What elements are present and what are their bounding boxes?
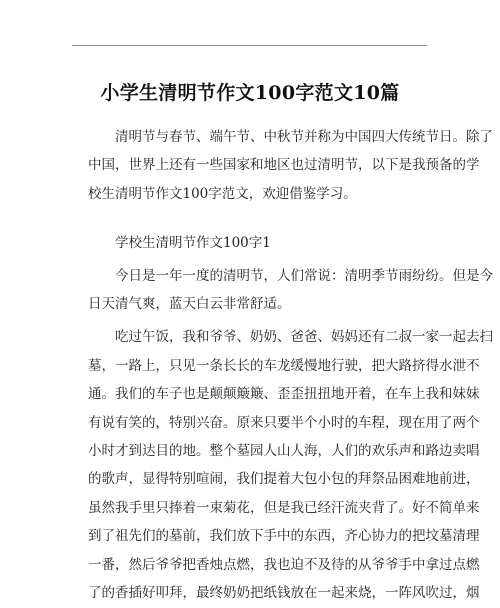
text-line: 中国，世界上还有一些国家和地区也过清明节，以下是我预备的学 <box>88 157 480 174</box>
text-line: 一番，然后爷爷把香烛点燃，我也迫不及待的从爷爷手中拿过点燃 <box>88 556 480 573</box>
text-line: 校生清明节作文100字范文，欢迎借鉴学习。 <box>88 185 357 202</box>
page-title: 小学生清明节作文100字范文10篇 <box>100 82 400 104</box>
article-body <box>88 123 493 608</box>
body-paragraph-1 <box>88 262 493 319</box>
text-line: 虽然我手里只捧着一束菊花，但是我已经汗流夹背了。好不简单来 <box>88 499 480 516</box>
text-line: 有说有笑的，特别兴奋。原来只要半个小时的车程，现在用了两个 <box>88 414 480 431</box>
text-line: 今日是一年一度的清明节，人们常说：清明季节雨纷纷。但是今 <box>115 267 493 284</box>
text-line: 小时才到达目的地。整个墓园人山人海，人们的欢乐声和路边卖唱 <box>88 443 480 460</box>
text-line: 清明节与春节、端午节、中秋节并称为中国四大传统节日。除了 <box>115 129 493 145</box>
text-line: 的歌声，显得特别喧闹，我们提着大包小包的拜祭品困难地前进， <box>88 471 480 488</box>
top-divider <box>72 45 427 46</box>
text-line: 吃过午饭，我和爷爷、奶奶、爸爸、妈妈还有二叔一家一起去扫 <box>115 329 493 346</box>
text-line: 日天清气爽，蓝天白云非常舒适。 <box>88 296 291 313</box>
text-line: 了的香插好叩拜，最终奶奶把纸钱放在一起来烧，一阵风吹过，烟 <box>88 585 480 602</box>
text-line: 墓，一路上，只见一条长长的车龙缓慢地行驶，把大路挤得水泄不 <box>88 357 480 374</box>
text-line: 通。我们的车子也是颠颠簸簸、歪歪扭扭地开着，在车上我和妹妹 <box>88 386 480 403</box>
section-heading <box>88 229 442 257</box>
text-line: 到了祖先们的墓前，我们放下手中的东西，齐心协力的把坟墓清理 <box>88 528 480 545</box>
section-heading-text: 学校生清明节作文100字1 <box>115 235 271 252</box>
intro-paragraph <box>88 123 493 208</box>
